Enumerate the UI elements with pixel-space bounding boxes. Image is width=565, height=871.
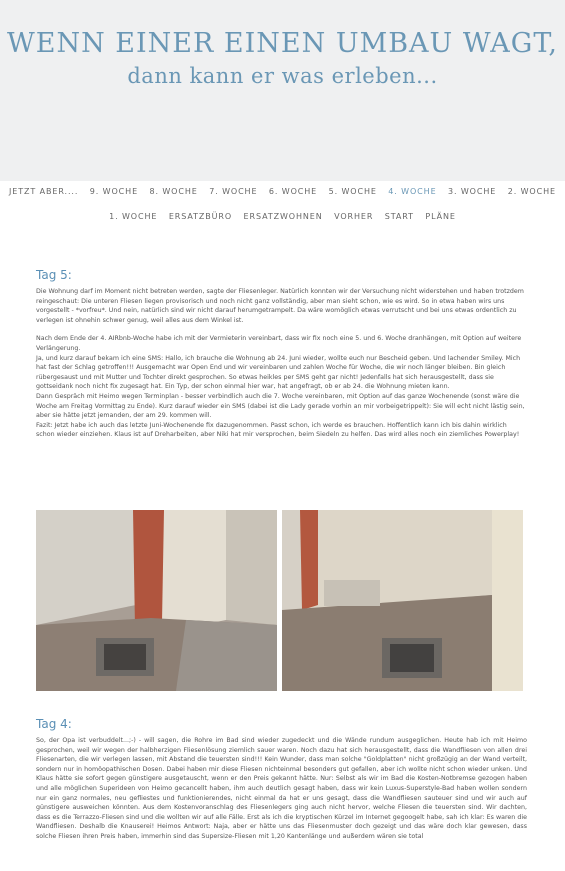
photo-tiled-floor-1-image (36, 510, 277, 691)
main-nav-row-1 (0, 187, 565, 196)
post-paragraph: So, der Opa ist verbuddelt...;-) - will sagen, die Rohre im Bad sind wieder zugedeckt und die Wände rundum ausgeglichen. Heute hab ich mit Heimo gesprochen, weil wir wegen der halbherzigen Fliesenlösung ziemlich sauer waren. Noch dazu hat sich herausgestellt, dass die Wandfliesen von allen drei Fliesenarten, die wir verlegen lassen, mit Abstand die teuersten sind!!! Kein Wunder, dass man solche "Goldplatten" nicht großzügig an der Wand verteilt, sondern nur in homöopathischen Dosen. Dabei haben mir diese Fliesen nichteinmal besonders gut gefallen, aber ich wollte nicht schon wieder unken. Und Klaus hätte sie sofort gegen günstigere ausgetauscht, wenn er den Preis gekannt hätte. Nur: Selbst als wir im Bad die Kosten-Notbremse gezogen haben und alle möglichen Superideen von Heimo gecancellt haben, ihm auch deutlich gesagt haben, dass wir kein Luxus-Superstyle-Bad haben wollen sondern nur ein ganz normales, neu gefliestes und funktionierendes, nicht einmal da hat er uns gesagt, dass die Wandfliesen sauteuer sind und wir auch auf günstigere ausweichen könnten. Aus dem Kostenvoranschlag des Fliesenlegers ging auch nicht hervor, welche Fliesen die teuersten sind. Wir dachten, dass es die Terrazzo-Fliesen sind und die wollten wir auf alle Fälle. Erst als ich die kryptischen Kürzel im Internet gegoogelt habe, sah ich klar: Es waren die Wandfliesen. Deshalb die Knauserei! Heimos Antwort: Naja, aber er hätte uns das Fliesenmuster doch gezeigt und das wäre doch klar gewesen, dass solche Fliesen ihren Preis haben, immerhin sind das Supersize-Fliesen mit 1,20 Kantenlänge und außerdem wären sie total (36, 737, 527, 840)
site-title[interactable]: WENN EINER EINEN UMBAU WAGT, (6, 28, 558, 59)
nav-item-woche-8[interactable]: 8. WOCHE (149, 187, 198, 196)
post-tag-4 (36, 717, 527, 842)
nav-item-start[interactable]: START (384, 212, 414, 221)
post-heading: Tag 5: (36, 268, 72, 282)
nav-item-woche-4-active[interactable]: 4. WOCHE (388, 187, 437, 196)
site-subtitle: dann kann er was erleben... (127, 64, 438, 88)
nav-item-jetzt-aber[interactable]: JETZT ABER.... (9, 187, 79, 196)
photo-tiled-floor-2 (282, 510, 523, 691)
nav-item-woche-9[interactable]: 9. WOCHE (89, 187, 139, 196)
nav-item-woche-2[interactable]: 2. WOCHE (507, 187, 556, 196)
nav-item-woche-3[interactable]: 3. WOCHE (448, 187, 497, 196)
nav-item-ersatzbuero[interactable]: ERSATZBÜRO (168, 212, 233, 221)
nav-item-woche-5[interactable]: 5. WOCHE (328, 187, 377, 196)
nav-item-plaene[interactable]: PLÄNE (425, 212, 456, 221)
photo-tiled-floor-2-image (282, 510, 523, 691)
main-nav-row-2 (0, 212, 565, 221)
post-heading: Tag 4: (36, 717, 72, 731)
nav-item-woche-6[interactable]: 6. WOCHE (268, 187, 318, 196)
nav-item-vorher[interactable]: VORHER (334, 212, 374, 221)
nav-item-woche-1[interactable]: 1. WOCHE (109, 212, 158, 221)
nav-item-woche-7[interactable]: 7. WOCHE (209, 187, 258, 196)
site-header (0, 0, 565, 181)
post-paragraph: Nach dem Ende der 4. AIRbnb-Woche habe ich mit der Vermieterin vereinbart, dass wir fix noch eine 5. und 6. Woche dranhängen, mit Option auf weitere Verlängerung. Ja, und kurz darauf bekam ich eine SMS: Hallo, ich brauche die Wohnung ab 24. Juni wieder, wollte euch nur Bescheid geben. Und lachender Smiley. Mich hat fast der Schlag getroffen!!! Ausgemacht war Open End und wir vereinbaren und zahlen Woche für Woche, die wir noch länger bleiben. Bin gleich rübergesaust und mit Mutter und Tochter direkt gesprochen. So etwas heikles per SMS geht gar nicht! Jedenfalls hat sich herausgestellt, dass sie gottseidank noch nicht fix zugesagt hat. Ein Typ, der schon einmal hier war, hat angefragt, ob er ab 24. die Wohnung mieten kann. Dann Gespräch mit Heimo wegen Terminplan - besser verbindlich auch die 7. Woche vereinbaren, mit Option auf das ganze Wochenende (sonst wäre die Woche am Freitag Vormittag zu Ende). Kurz darauf wieder ein SMS (dabei ist die Lady gerade vorhin an mir vorbeigetrippelt): Sie will echt nicht lästig sein, aber sie hätte jetzt jemanden, der am 29. kommen will. Fazit: Jetzt habe ich auch das letzte Juni-Wochenende fix dazugenommen. Passt schon, ich werde es brauchen. Hoffentlich kann ich bis dahin wirklich schon wieder einziehen. Klaus ist auf Dreharbeiten, aber Niki hat mir versprochen, beim Siedeln zu helfen. Das wird alles noch ein ziemliches Powerplay! (36, 335, 525, 439)
post-tag-5 (36, 268, 527, 440)
photo-tiled-floor-1 (36, 510, 277, 691)
post-paragraph: Die Wohnung darf im Moment nicht betreten werden, sagte der Fliesenleger. Natürlich konnten wir der Versuchung nicht widerstehen und haben trotzdem reingeschaut: Die unteren Fliesen liegen provisorisch und noch nicht ganz vollständig, aber man sieht schon, wie es wird. So in etwa haben wirs uns vorgestellt - *vorfreu*. Und nein, natürlich sind wir nicht darauf herumgetrampelt. Da wäre womöglich etwas verrutscht und bei uns etwas ordentlich zu verlegen ist ohnehin schwer genug, weil alles aus dem Winkel ist. (36, 288, 524, 324)
nav-item-ersatzwohnen[interactable]: ERSATZWOHNEN (243, 212, 323, 221)
